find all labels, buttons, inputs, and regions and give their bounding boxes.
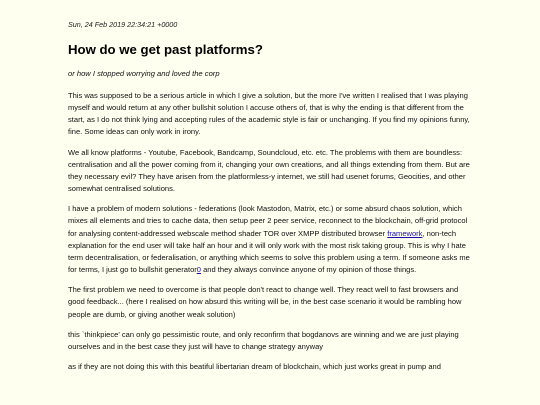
framework-link[interactable]: framework: [387, 228, 423, 238]
paragraph-thinkpiece: this `thinkpiece' can only go pessimistic route, and only reconfirm that bogdanovs are winning and we are just playing ourselves and in the best case they just will have to change strategy anyway: [68, 329, 459, 351]
paragraph-text: and they always convince anyone of my opinion of those things.: [200, 265, 417, 275]
paragraph-modern-solutions: [68, 203, 472, 276]
paragraph-intro: This was supposed to be a serious article in which I give a solution, but the more I've written I realised that I was playing myself and would return at any other bullshit solution I accuse others of, that is why the ending is that different from the start, as I do not think lying and accepting rules of the academic style is fair or unchanging. If you find my opinions funny, fine. Some ideas can only work in irony.: [68, 91, 470, 137]
paragraph-platforms: We all know platforms - Youtube, Facebook, Bandcamp, Soundcloud, etc. etc. The problems with them are boundless: centralisation and all the power coming from it, changing your own creations, and all things extending from them. But are they necessary evil? They have arisen from the platformless-y internet, we still had usenet forums, Geocities, and other somewhat centralised solutions.: [68, 147, 470, 194]
post-title: How do we get past platforms?: [68, 42, 263, 57]
paragraph-text: I have a problem of modern solutions - federations (look Mastodon, Matrix, etc.) or some absurd chaos solution, which mixes all elements and tries to cache data, then setup peer 2 peer service, reconnect to the blockchain, off-grid protocol for analysing content-addressed webscale method shader TOR over XMPP distributed browser: [68, 204, 468, 238]
paragraph-blockchain: as if they are not doing this with this beatiful libertarian dream of blockchain, which just works great in pump and: [68, 361, 441, 371]
post-subtitle: or how I stopped worrying and loved the corp: [68, 69, 220, 78]
bullshit-generator-link[interactable]: 0: [196, 265, 201, 275]
paragraph-text: , non-tech explanation for the end user will take half an hour and it will only work with the most risk taking group. This is why I hate term decentralisation, or federalisation, or anything which seems to solve this problem using a term. If someone asks me for terms, I just go to bullshit generator: [68, 228, 470, 275]
paragraph-change: The first problem we need to overcome is that people don't react to change well. They react well to fast browsers and good feedback... (here I realised on how absurd this writing will be, in the best case scenario it would be rambling how people are dumb, or giving another weak solution): [68, 285, 462, 319]
post-date: Sun, 24 Feb 2019 22:34:21 +0000: [68, 20, 178, 29]
article: [68, 20, 472, 381]
